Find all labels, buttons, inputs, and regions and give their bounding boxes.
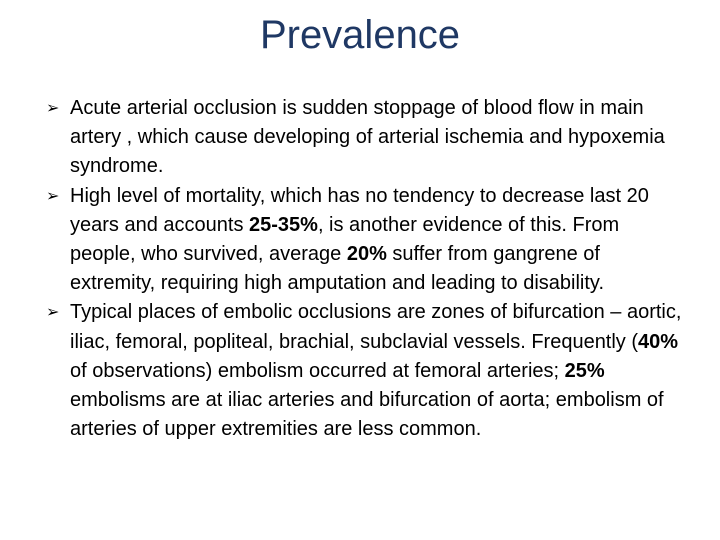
bullet-text: , is another evidence of this. From people, who survived, average [70, 213, 620, 266]
bullet-item-mortality [46, 182, 682, 299]
slide-title: Prevalence [259, 13, 461, 57]
bullet-text: of observations) embolism occurred at femoral arteries; [70, 359, 565, 382]
bold-figure: 25% [564, 359, 605, 382]
bold-figure: 40% [638, 330, 679, 353]
arrowhead-icon: ➢ [46, 304, 60, 322]
bullet-list [46, 94, 682, 444]
bullet-item-occlusion-definition [46, 94, 682, 182]
bullet-text: High level of mortality, which has no tendency to decrease last 20 years and accounts [70, 184, 649, 236]
arrowhead-icon: ➢ [46, 187, 60, 205]
bullet-text: Typical places of embolic occlusions are zones of bifurcation – aortic, iliac, femoral, popliteal, brachial, subclavial vessels. Frequently ( [70, 301, 682, 353]
bullet-text: Acute arterial occlusion is sudden stoppage of blood flow in main artery , which cause developing of arterial ischemia and hypoxemia syndrome. [70, 97, 665, 178]
bold-figure: 20% [346, 243, 387, 266]
arrowhead-icon: ➢ [46, 100, 60, 117]
bullet-text: suffer from gangrene of extremity, requiring high amputation and leading to disability. [70, 243, 605, 295]
bullet-text: embolisms are at iliac arteries and bifurcation of aorta; embolism of arteries of upper extremities are less common. [70, 389, 664, 441]
bold-figure: 25-35% [249, 213, 318, 236]
bullet-item-embolic-locations [46, 298, 682, 444]
